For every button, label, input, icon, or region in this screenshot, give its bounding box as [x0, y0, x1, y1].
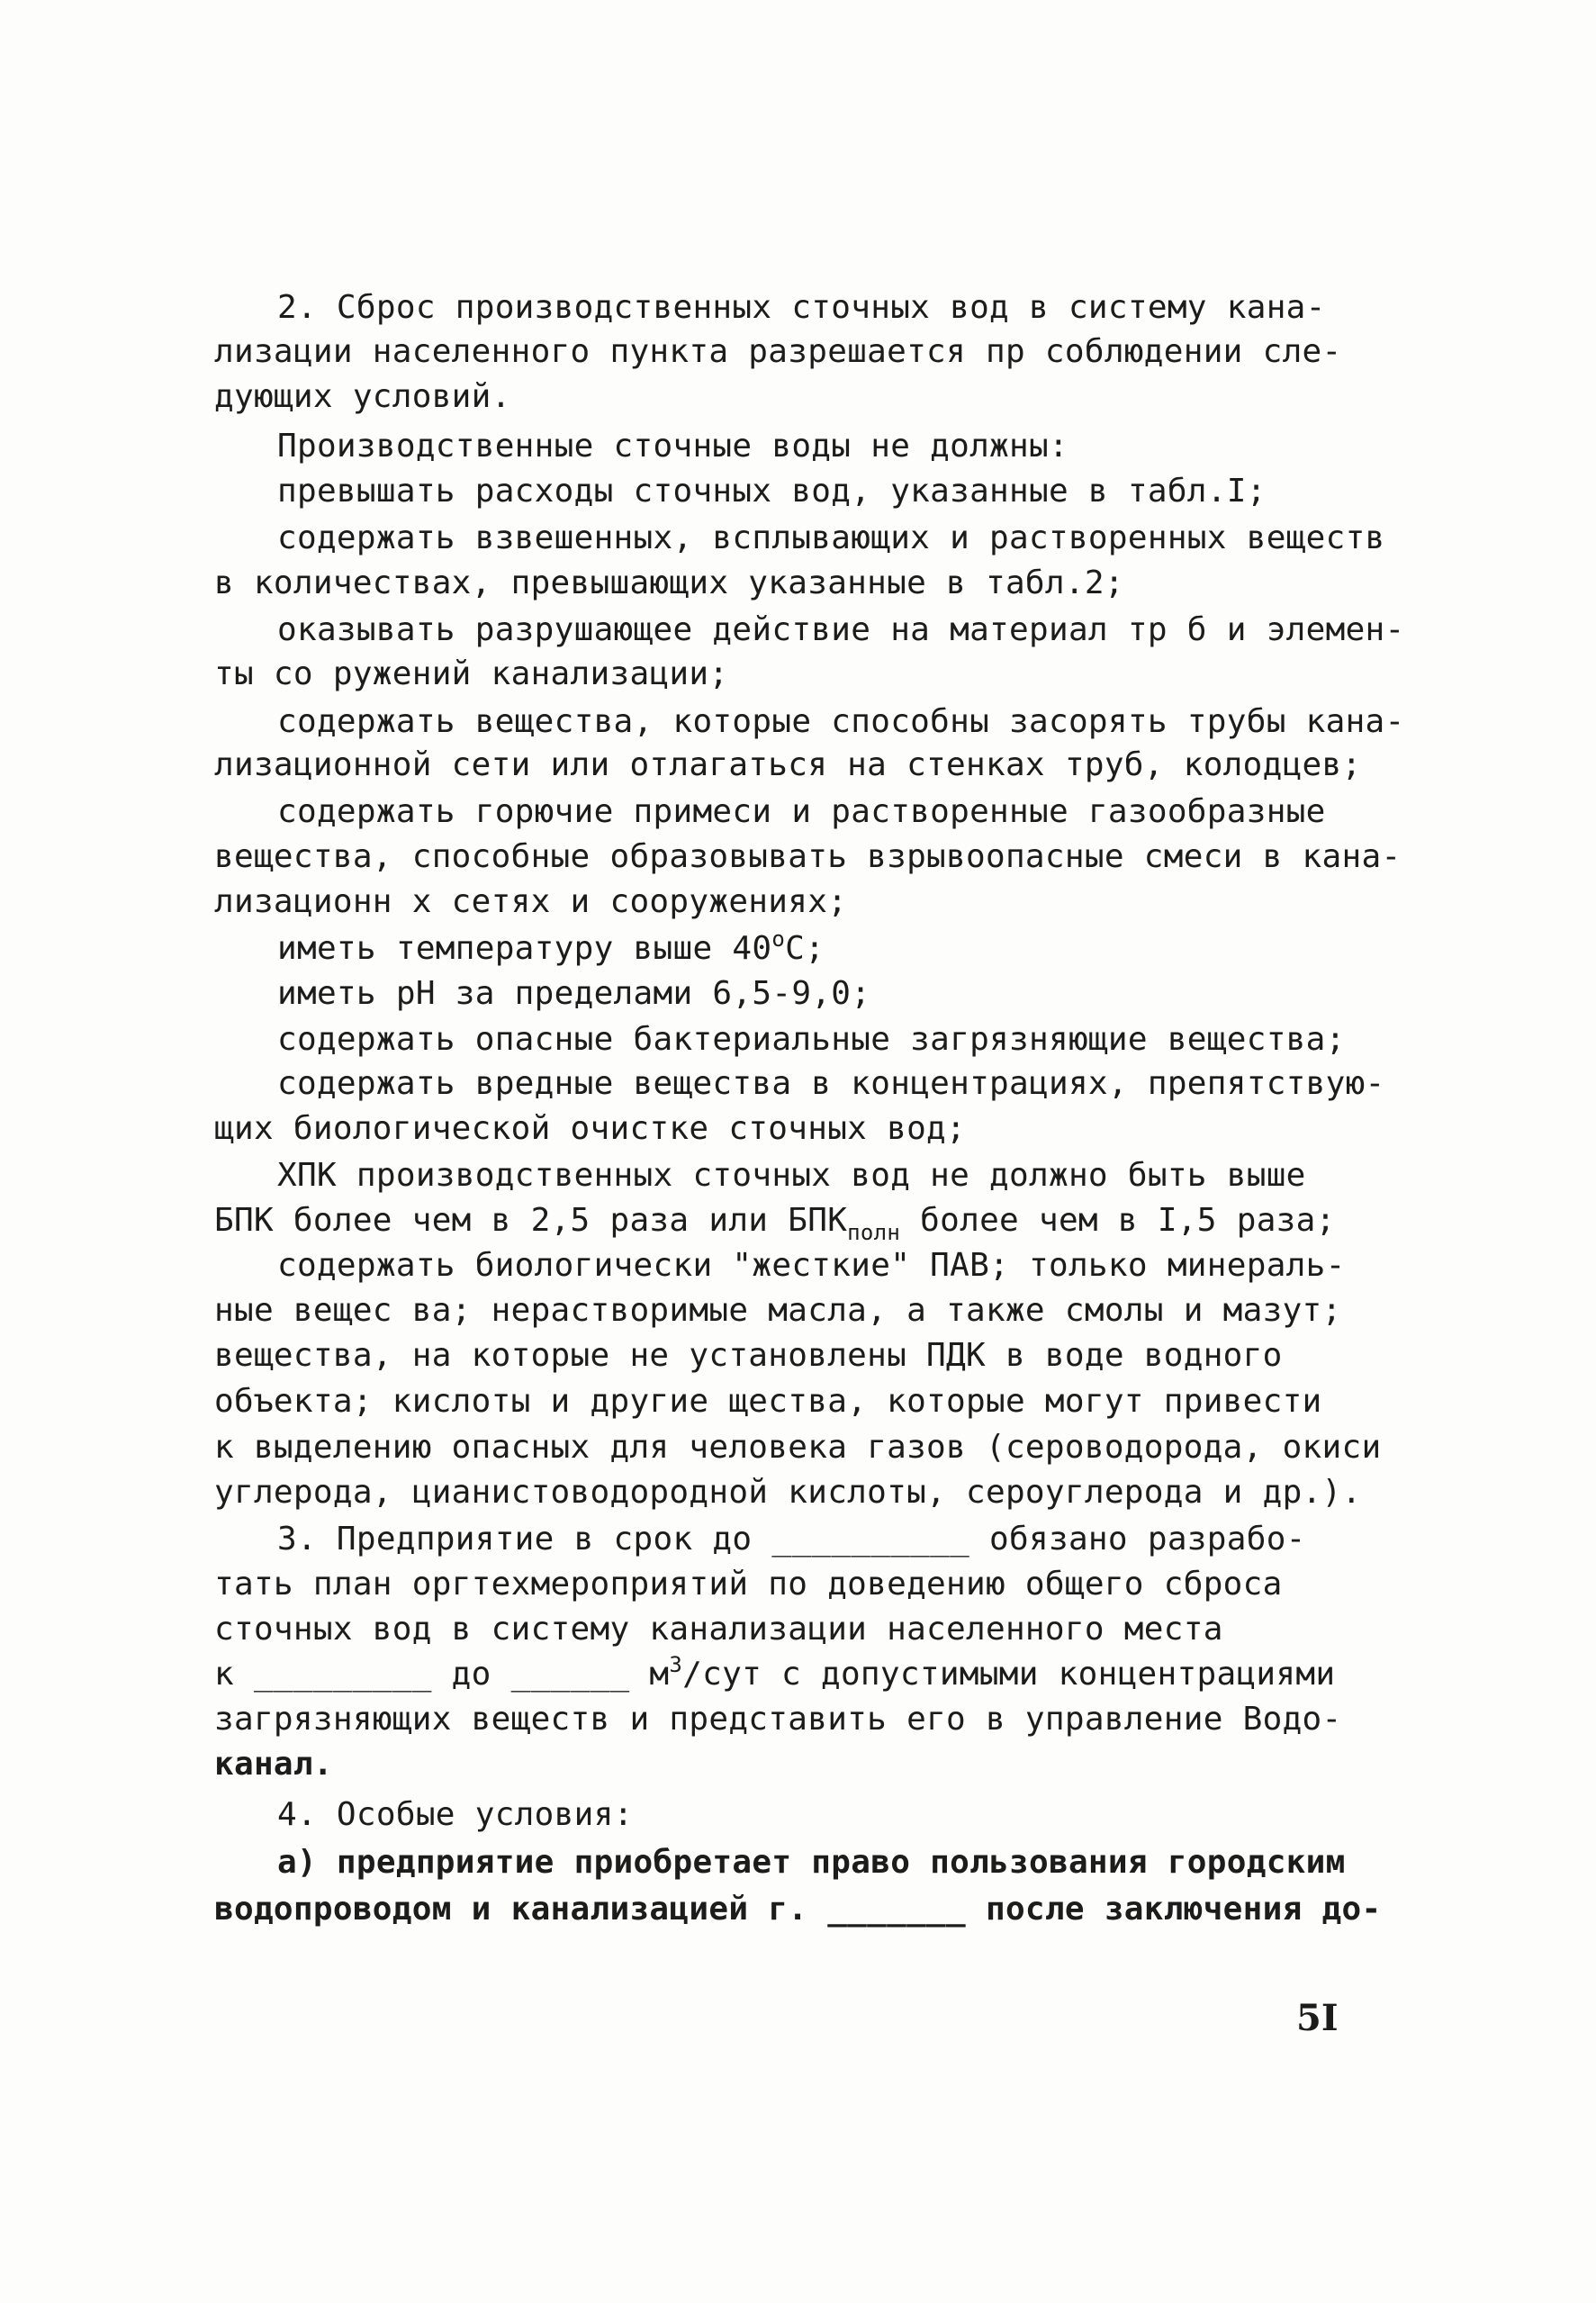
text-line: иметь pH за пределами 6,5-9,0; [277, 975, 871, 1012]
text-line: вещества, способные образовывать взрывоопасные смеси в кана- [214, 838, 1402, 875]
text-line: ты со ружений канализации; [214, 655, 729, 692]
text-line: тать план оргтехмероприятий по доведению общего сброса [214, 1566, 1283, 1603]
section-heading: 4. Особые условия: [277, 1796, 634, 1833]
text-line: содержать биологически "жесткие" ПАВ; только минераль- [277, 1247, 1346, 1284]
text-line: 3. Предприятие в срок до __________ обязано разрабо- [277, 1521, 1306, 1558]
text-line: 2. Сброс производственных сточных вод в систему кана- [277, 289, 1326, 326]
text-line: углерода, цианистоводородной кислоты, сероуглерода и др.). [214, 1474, 1362, 1511]
text-fragment: БПК более чем в 2,5 раза или БПК [214, 1202, 848, 1239]
text-line: канал. [214, 1746, 333, 1783]
text-fragment: более чем в I,5 раза; [900, 1202, 1336, 1239]
text-fragment: к _________ до ______ м [214, 1656, 670, 1693]
subscript-text: полн [847, 1220, 901, 1245]
text-line: водопроводом и канализацией г. _______ после заключения до- [214, 1891, 1382, 1928]
text-line: Производственные сточные воды не должны: [277, 428, 1069, 465]
text-line [277, 927, 825, 971]
text-line: сточных вод в систему канализации населенного места [214, 1611, 1223, 1648]
text-fragment: иметь температуру выше 40 [277, 930, 772, 967]
text-line: оказывать разрушающее действие на материал тр б и элемен- [277, 611, 1405, 648]
superscript-text: 3 [669, 1652, 683, 1677]
text-line [214, 1199, 1336, 1245]
text-line: содержать вещества, которые способны засорять трубы кана- [277, 703, 1405, 740]
text-line: содержать опасные бактериальные загрязняющие вещества; [277, 1021, 1346, 1058]
text-line: вещества, на которые не установлены ПДК в воде водного [214, 1337, 1283, 1374]
text-line: лизации населенного пункта разрешается пр соблюдении сле- [214, 333, 1342, 370]
text-line: загрязняющих веществ и представить его в управление Водо- [214, 1701, 1342, 1738]
text-line: а) предприятие приобретает право пользования городским [277, 1844, 1346, 1881]
text-line: лизационной сети или отлагаться на стенках труб, колодцев; [214, 746, 1362, 783]
text-line: в количествах, превышающих указанные в табл.2; [214, 564, 1124, 601]
page-number: 5I [1296, 1997, 1339, 2039]
text-line: щих биологической очистке сточных вод; [214, 1110, 967, 1147]
text-line: лизационн х сетях и сооружениях; [214, 883, 848, 920]
text-line: ные вещес ва; нерастворимые масла, а также смолы и мазут; [214, 1292, 1342, 1329]
text-line: содержать вредные вещества в концентрациях, препятствую- [277, 1065, 1385, 1102]
text-line: объекта; кислоты и другие щества, которые могут привести [214, 1383, 1322, 1420]
text-line: ХПК производственных сточных вод не должно быть выше [277, 1157, 1306, 1194]
text-line: дующих условий. [214, 378, 511, 415]
text-line: к выделению опасных для человека газов (сероводорода, окиси [214, 1429, 1382, 1466]
text-line [214, 1653, 1335, 1696]
degree-sign: o [771, 926, 786, 952]
text-line: превышать расходы сточных вод, указанные в табл.I; [277, 473, 1267, 510]
text-line: содержать горючие примеси и растворенные газообразные [277, 793, 1326, 830]
text-fragment: C; [785, 930, 825, 967]
text-line: содержать взвешенных, всплывающих и растворенных веществ [277, 519, 1385, 556]
text-fragment: /сут с допустимыми концентрациями [682, 1656, 1336, 1693]
